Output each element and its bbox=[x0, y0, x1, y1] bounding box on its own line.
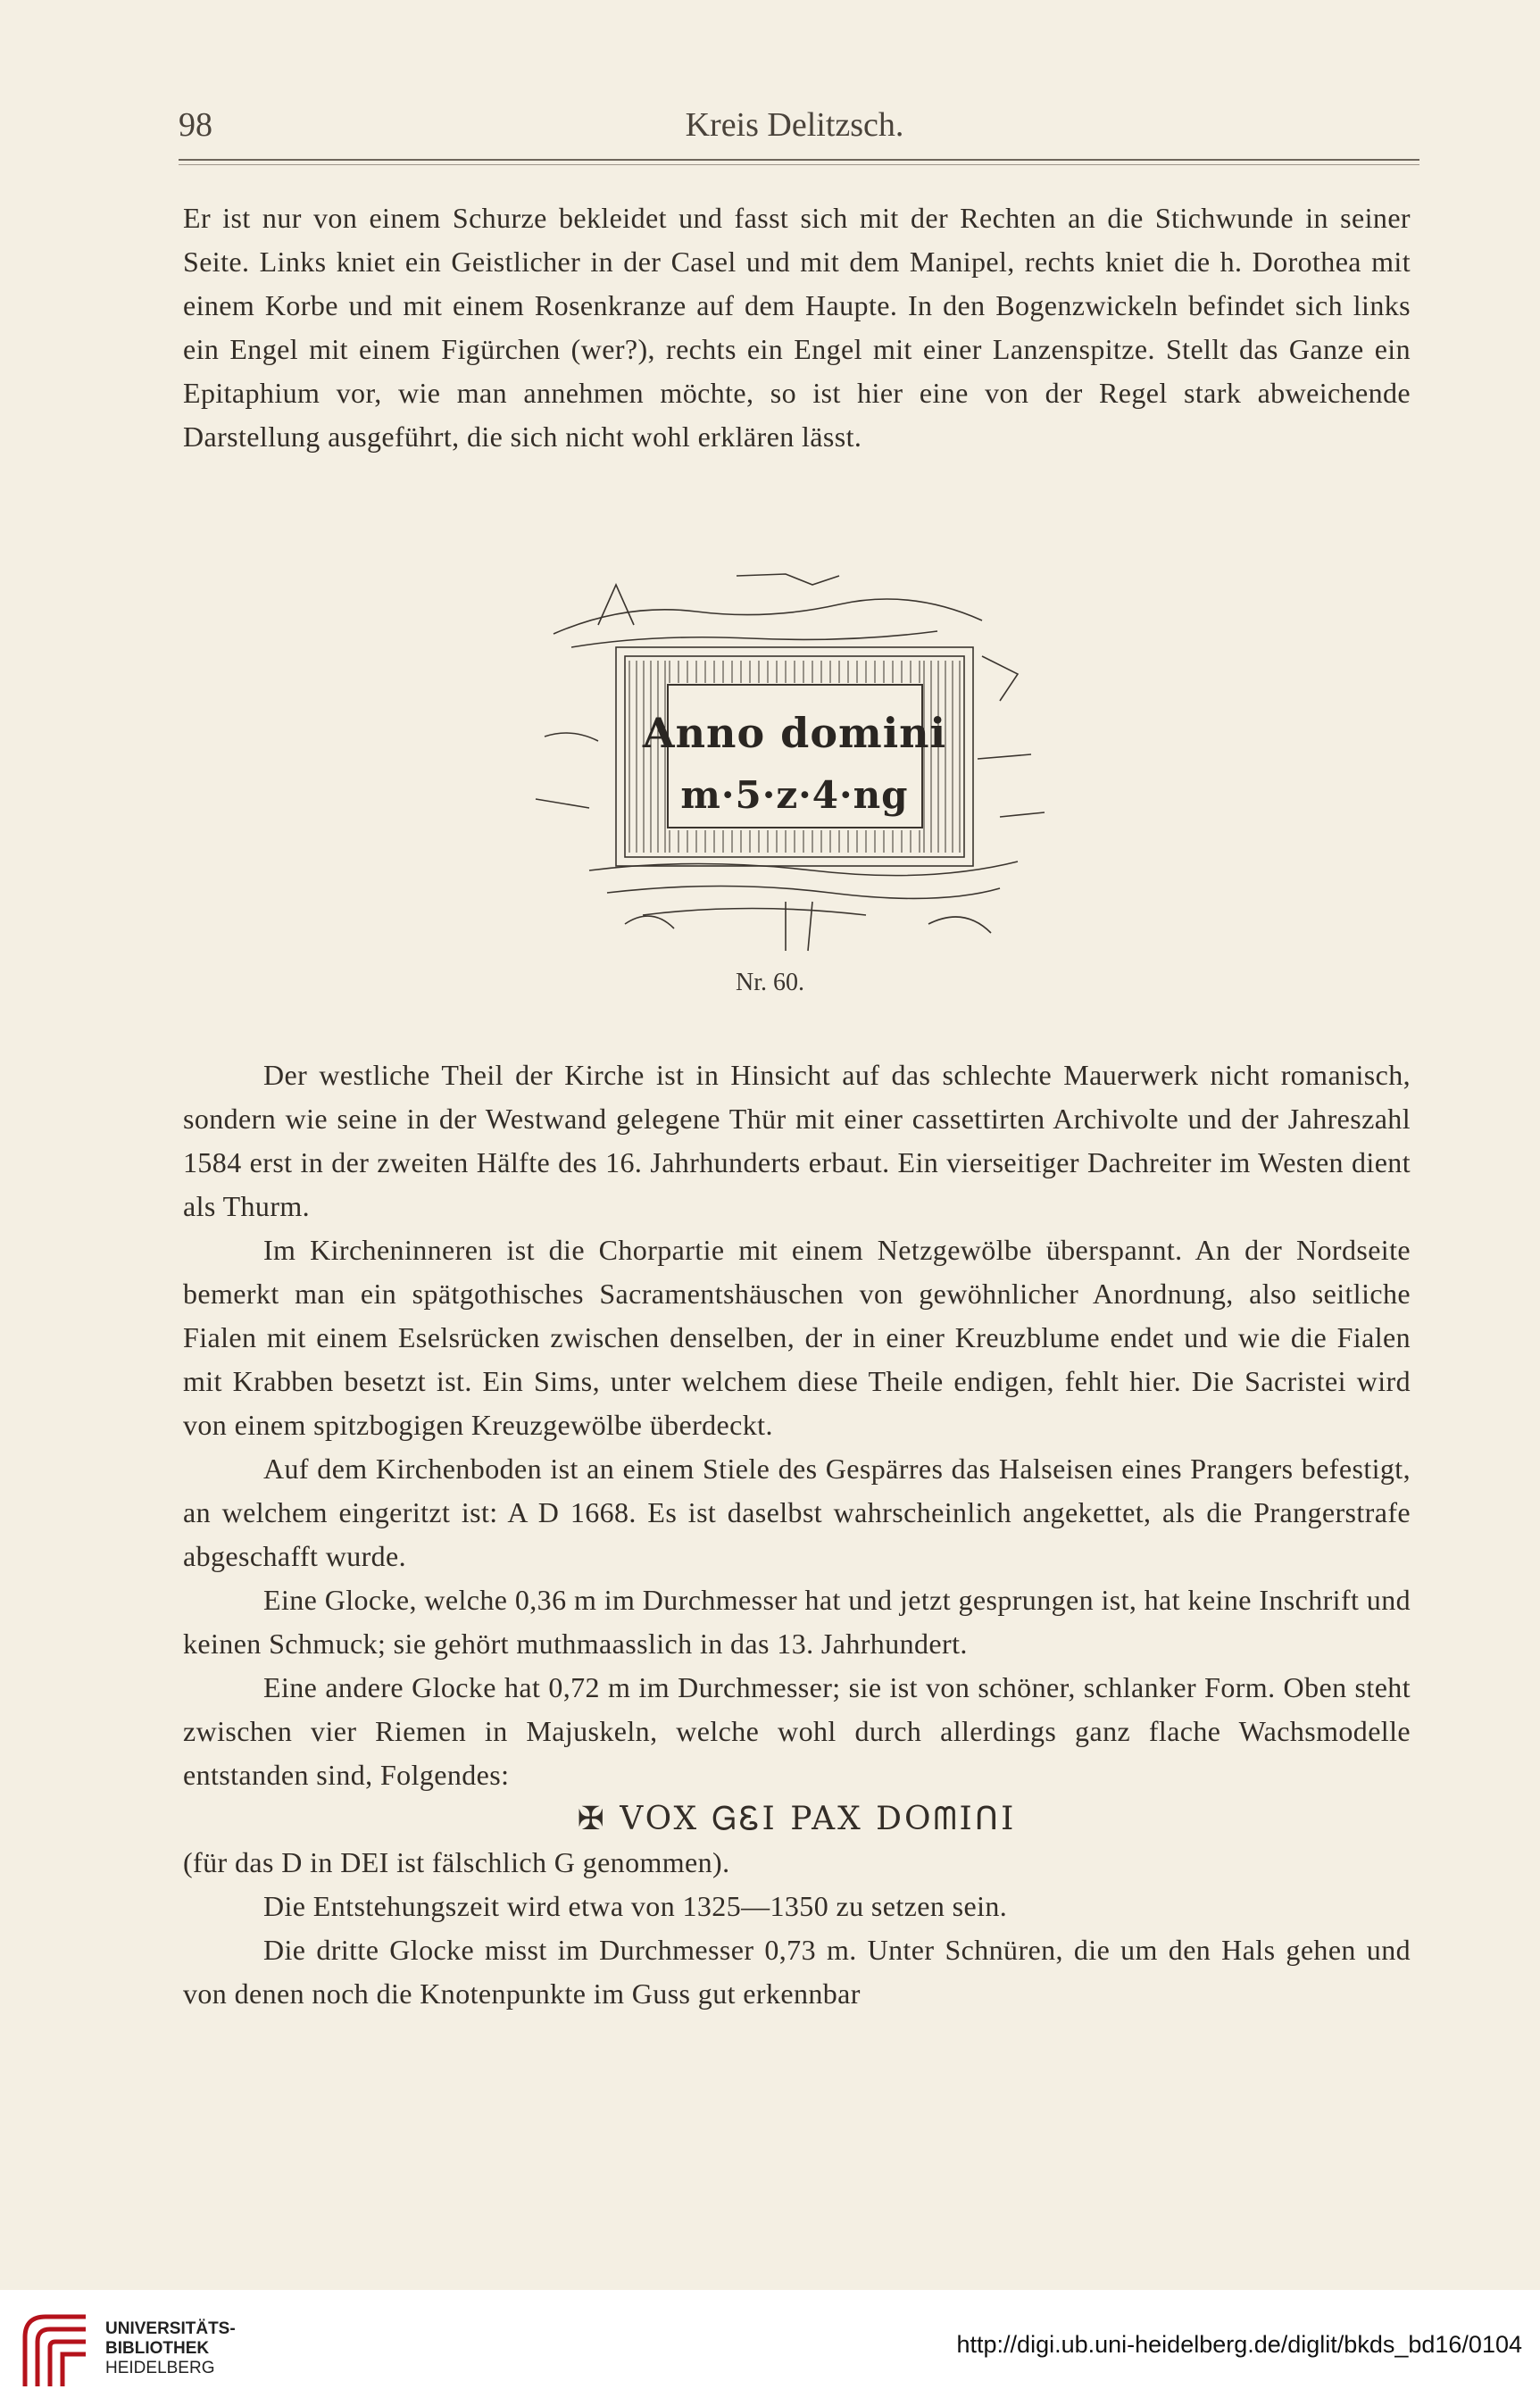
library-name-line: UNIVERSITÄTS- bbox=[105, 2319, 236, 2338]
text-block-bottom bbox=[183, 1053, 1411, 2016]
source-url-link[interactable]: http://digi.ub.uni-heidelberg.de/diglit/bkds_bd16/0104 bbox=[956, 2331, 1522, 2358]
bell-inscription: ✠ VOX ᏀᏋI PAX DOᗰIᑎI bbox=[577, 1801, 1017, 1837]
paragraph: Der westliche Theil der Kirche ist in Hinsicht auf das schlechte Mauerwerk nicht romanisch, sondern wie seine in der Westwand gelegene Thür mit einer cassettirten Archivolte und der Jahreszahl 1584 erst in der zweiten Hälfte des 16. Jahrhunderts erbaut. Ein vierseitiger Dachreiter im Westen dient als Thurm. bbox=[183, 1059, 1411, 1222]
library-name bbox=[105, 2319, 236, 2378]
paragraph: Eine andere Glocke hat 0,72 m im Durchmesser; sie ist von schöner, schlanker Form. Oben steht zwischen vier Riemen in Majuskeln, welche wohl durch allerdings ganz flache Wachsmodelle entstanden sind, Folgendes: bbox=[183, 1671, 1411, 1791]
figure-caption: Nr. 60. bbox=[736, 969, 804, 996]
library-logo-icon bbox=[16, 2306, 95, 2391]
page-number: 98 bbox=[179, 106, 212, 144]
inscription-tablet-drawing bbox=[518, 549, 1053, 978]
running-title: Kreis Delitzsch. bbox=[685, 106, 904, 144]
paragraph: Die dritte Glocke misst im Durchmesser 0,73 m. Unter Schnüren, die um den Hals gehen und von denen noch die Knotenpunkte im Guss gut erkennbar bbox=[183, 1934, 1411, 2010]
paragraph: Auf dem Kirchenboden ist an einem Stiele des Gespärres das Halseisen eines Prangers befestigt, an welchem eingeritzt ist: A D 1668. Es ist daselbst wahrscheinlich angekettet, als die Prangerstrafe abgeschafft wurde. bbox=[183, 1453, 1411, 1572]
paragraph: Eine Glocke, welche 0,36 m im Durchmesser hat und jetzt gesprungen ist, hat keine Inschrift und keinen Schmuck; sie gehört muthmaasslich in das 13. Jahrhundert. bbox=[183, 1584, 1411, 1660]
header-rule bbox=[179, 159, 1419, 161]
inscription-line-1: Anno domini bbox=[642, 709, 947, 757]
footer-bar bbox=[0, 2290, 1540, 2406]
inscription-line-2: m·5·z·4·ng bbox=[680, 773, 909, 817]
running-head bbox=[179, 105, 1411, 150]
paragraph: Im Kircheninneren ist die Chorpartie mit einem Netzgewölbe überspannt. An der Nordseite bemerkt man ein spätgothisches Sacramentshäuschen von gewöhnlicher Anordnung, also seitliche Fialen mit einem Eselsrücken zwischen denselben, der in einer Kreuzblume endet und wie die Fialen mit Krabben besetzt ist. Ein Sims, unter welchem diese Theile endigen, fehlt hier. Die Sacristei wird von einem spitzbogigen Kreuzgewölbe überdeckt. bbox=[183, 1234, 1411, 1441]
paragraph: Die Entstehungszeit wird etwa von 1325—1350 zu setzen sein. bbox=[263, 1890, 1008, 1922]
paragraph: Er ist nur von einem Schurze bekleidet und fasst sich mit der Rechten an die Stichwunde in seiner Seite. Links kniet ein Geistlicher in der Casel und mit dem Manipel, rechts kniet die h. Dorothea mit einem Korbe und mit einem Rosenkranze auf dem Haupte. In den Bogenzwickeln befindet sich links ein Engel mit einem Figürchen (wer?), rechts ein Engel mit einer Lanzenspitze. Stellt das Ganze ein Epitaphium vor, wie man annehmen möchte, so ist hier eine von der Regel stark abweichende Darstellung ausgeführt, die sich nicht wohl erklären lässt. bbox=[183, 202, 1411, 453]
library-name-line: HEIDELBERG bbox=[105, 2359, 215, 2377]
library-name-line: BIBLIOTHEK bbox=[105, 2339, 210, 2358]
header-rule-thin bbox=[179, 164, 1419, 165]
paragraph: (für das D in DEI ist fälschlich G genommen). bbox=[183, 1846, 730, 1878]
text-block-top bbox=[183, 196, 1411, 459]
inscription-figure bbox=[518, 549, 1053, 978]
